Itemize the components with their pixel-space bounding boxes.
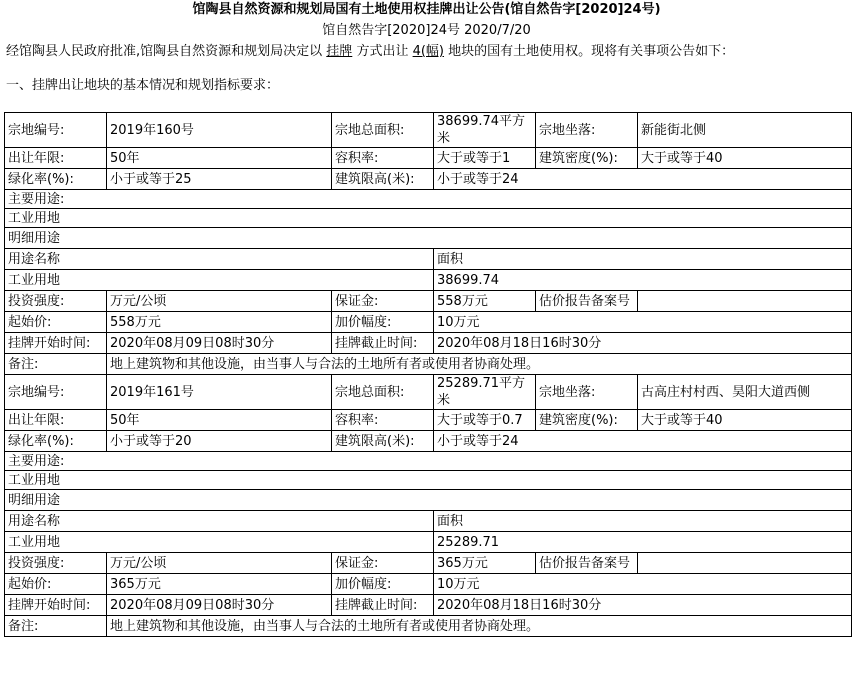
- label-far: 容积率:: [332, 148, 434, 169]
- table-row: [5, 431, 852, 452]
- value-location: 新能街北侧: [638, 113, 852, 148]
- table-row: [5, 312, 852, 333]
- table-row: [5, 249, 852, 270]
- table-row: [5, 113, 852, 148]
- label-use-name: 用途名称: [5, 511, 434, 532]
- label-main-use: 主要用途:: [5, 190, 852, 209]
- label-invest: 投资强度:: [5, 553, 107, 574]
- value-remark: 地上建筑物和其他设施，由当事人与合法的土地所有者或使用者协商处理。: [107, 616, 852, 637]
- value-total-area: 38699.74平方米: [434, 113, 536, 148]
- label-term: 出让年限:: [5, 148, 107, 169]
- label-invest: 投资强度:: [5, 291, 107, 312]
- intro-suffix: 地块的国有土地使用权。现将有关事项公告如下：: [448, 44, 735, 59]
- value-height: 小于或等于24: [434, 169, 852, 190]
- value-green: 小于或等于20: [107, 431, 332, 452]
- table-row: [5, 490, 852, 511]
- label-increment: 加价幅度:: [332, 312, 434, 333]
- table-row: [5, 452, 852, 471]
- intro-method: 挂牌: [326, 44, 353, 59]
- intro-paragraph: [0, 42, 853, 62]
- value-end-time: 2020年08月18日16时30分: [434, 595, 852, 616]
- label-use-name: 用途名称: [5, 249, 434, 270]
- label-end-time: 挂牌截止时间:: [332, 333, 434, 354]
- value-far: 大于或等于1: [434, 148, 536, 169]
- label-height: 建筑限高(米):: [332, 431, 434, 452]
- intro-count: 4(幅): [412, 44, 445, 59]
- announcement-subtitle: 馆自然告字[2020]24号 2020/7/20: [322, 23, 531, 38]
- table-row: [5, 375, 852, 410]
- label-start-time: 挂牌开始时间:: [5, 595, 107, 616]
- value-deposit: 558万元: [434, 291, 536, 312]
- label-remark: 备注:: [5, 616, 107, 637]
- value-parcel-no: 2019年160号: [107, 113, 332, 148]
- table-row: [5, 190, 852, 209]
- label-term: 出让年限:: [5, 410, 107, 431]
- value-total-area: 25289.71平方米: [434, 375, 536, 410]
- value-remark: 地上建筑物和其他设施，由当事人与合法的土地所有者或使用者协商处理。: [107, 354, 852, 375]
- label-detail-use: 明细用途: [5, 490, 852, 511]
- value-use-area: 25289.71: [434, 532, 852, 553]
- parcel-table-1: [4, 112, 852, 375]
- label-start-price: 起始价:: [5, 574, 107, 595]
- table-row: [5, 553, 852, 574]
- label-parcel-no: 宗地编号:: [5, 375, 107, 410]
- value-green: 小于或等于25: [107, 169, 332, 190]
- label-height: 建筑限高(米):: [332, 169, 434, 190]
- table-row: [5, 228, 852, 249]
- intro-prefix: 经馆陶县人民政府批准,馆陶县自然资源和规划局决定以: [6, 44, 323, 59]
- label-parcel-no: 宗地编号:: [5, 113, 107, 148]
- label-green: 绿化率(%):: [5, 431, 107, 452]
- value-main-use: 工业用地: [5, 471, 852, 490]
- value-increment: 10万元: [434, 312, 852, 333]
- label-area: 面积: [434, 249, 852, 270]
- value-use-name: 工业用地: [5, 270, 434, 291]
- label-density: 建筑密度(%):: [536, 148, 638, 169]
- value-term: 50年: [107, 410, 332, 431]
- value-invest: 万元/公顷: [107, 553, 332, 574]
- label-green: 绿化率(%):: [5, 169, 107, 190]
- label-deposit: 保证金:: [332, 553, 434, 574]
- announcement-title: 馆陶县自然资源和规划局国有土地使用权挂牌出让公告(馆自然告字[2020]24号): [192, 2, 661, 17]
- value-use-name: 工业用地: [5, 532, 434, 553]
- table-row: [5, 574, 852, 595]
- label-remark: 备注:: [5, 354, 107, 375]
- label-appraisal: 估价报告备案号: [536, 553, 638, 574]
- label-area: 面积: [434, 511, 852, 532]
- value-main-use: 工业用地: [5, 209, 852, 228]
- value-density: 大于或等于40: [638, 410, 852, 431]
- value-location: 古高庄村村西、昊阳大道西侧: [638, 375, 852, 410]
- value-start-price: 365万元: [107, 574, 332, 595]
- table-row: [5, 616, 852, 637]
- table-row: [5, 291, 852, 312]
- label-detail-use: 明细用途: [5, 228, 852, 249]
- value-appraisal: [638, 291, 852, 312]
- label-appraisal: 估价报告备案号: [536, 291, 638, 312]
- value-end-time: 2020年08月18日16时30分: [434, 333, 852, 354]
- table-row: [5, 532, 852, 553]
- label-location: 宗地坐落:: [536, 113, 638, 148]
- value-far: 大于或等于0.7: [434, 410, 536, 431]
- label-total-area: 宗地总面积:: [332, 375, 434, 410]
- value-start-price: 558万元: [107, 312, 332, 333]
- label-density: 建筑密度(%):: [536, 410, 638, 431]
- label-far: 容积率:: [332, 410, 434, 431]
- value-start-time: 2020年08月09日08时30分: [107, 333, 332, 354]
- label-deposit: 保证金:: [332, 291, 434, 312]
- value-density: 大于或等于40: [638, 148, 852, 169]
- table-row: [5, 471, 852, 490]
- value-invest: 万元/公顷: [107, 291, 332, 312]
- table-row: [5, 354, 852, 375]
- value-use-area: 38699.74: [434, 270, 852, 291]
- value-increment: 10万元: [434, 574, 852, 595]
- intro-mid: 方式出让: [356, 44, 409, 59]
- table-row: [5, 169, 852, 190]
- table-row: [5, 511, 852, 532]
- table-row: [5, 333, 852, 354]
- label-start-price: 起始价:: [5, 312, 107, 333]
- label-start-time: 挂牌开始时间:: [5, 333, 107, 354]
- table-row: [5, 410, 852, 431]
- value-start-time: 2020年08月09日08时30分: [107, 595, 332, 616]
- label-main-use: 主要用途:: [5, 452, 852, 471]
- table-row: [5, 148, 852, 169]
- table-row: [5, 595, 852, 616]
- value-height: 小于或等于24: [434, 431, 852, 452]
- value-term: 50年: [107, 148, 332, 169]
- label-increment: 加价幅度:: [332, 574, 434, 595]
- value-deposit: 365万元: [434, 553, 536, 574]
- label-total-area: 宗地总面积:: [332, 113, 434, 148]
- table-row: [5, 209, 852, 228]
- label-location: 宗地坐落:: [536, 375, 638, 410]
- parcel-table-2: [4, 374, 852, 637]
- value-appraisal: [638, 553, 852, 574]
- value-parcel-no: 2019年161号: [107, 375, 332, 410]
- label-end-time: 挂牌截止时间:: [332, 595, 434, 616]
- section-heading: 一、挂牌出让地块的基本情况和规划指标要求：: [6, 78, 280, 93]
- table-row: [5, 270, 852, 291]
